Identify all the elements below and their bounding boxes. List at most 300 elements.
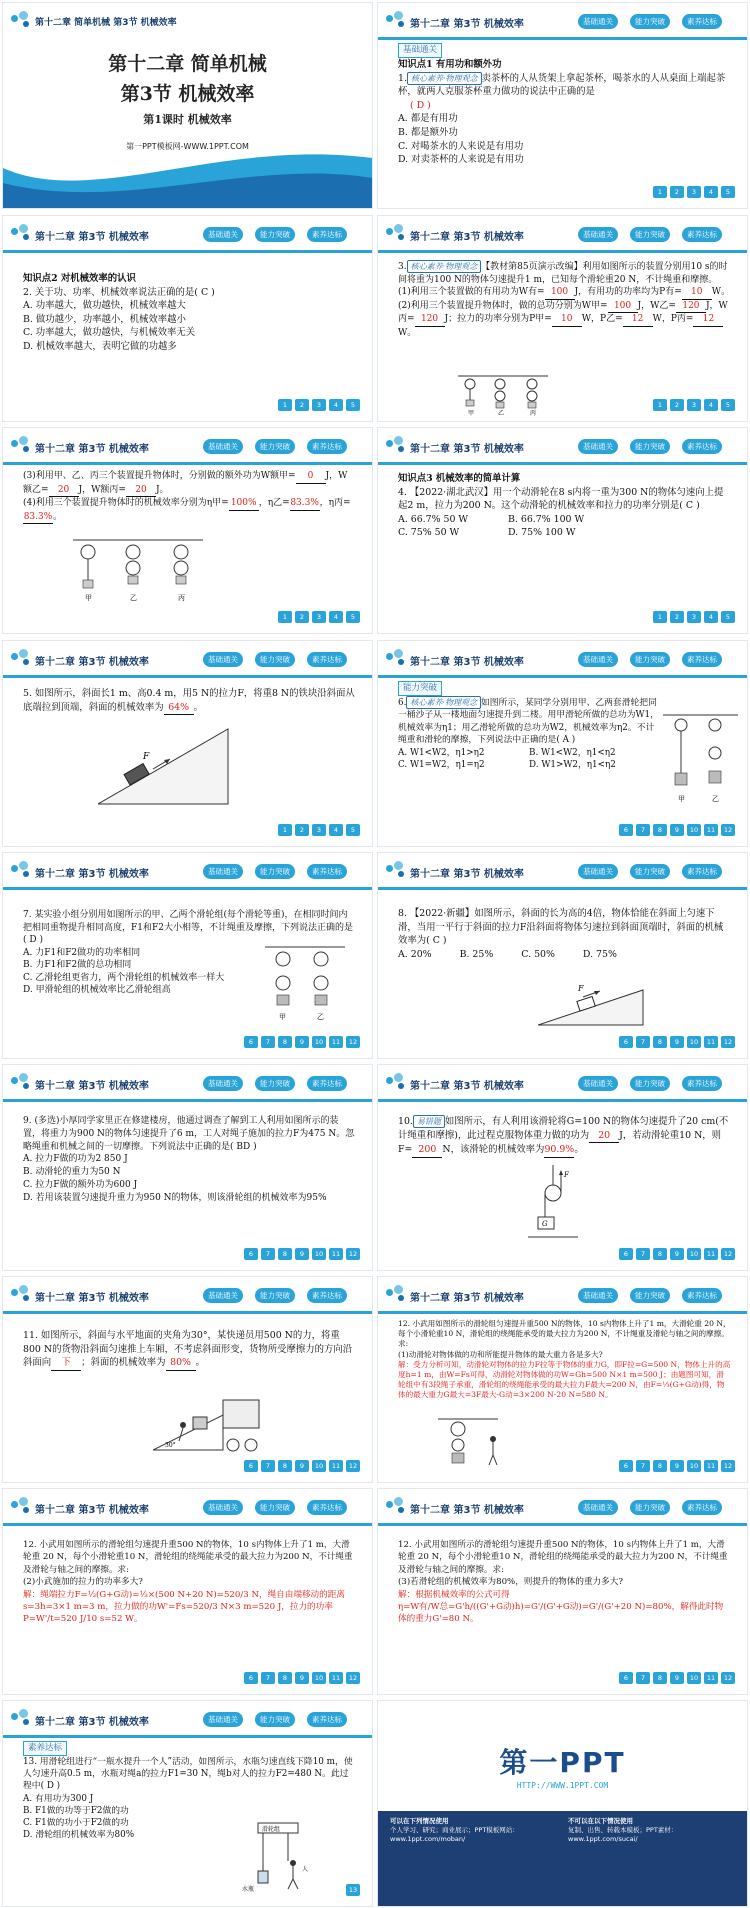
nav-basic-button[interactable]: 基础通关	[203, 439, 243, 454]
nav-literacy-button[interactable]: 素养达标	[682, 14, 722, 29]
nav-literacy-button[interactable]: 素养达标	[307, 652, 347, 667]
option-d: D. 机械效率越大，表明它做的功越多	[23, 340, 177, 352]
page-link[interactable]: 10	[687, 1672, 701, 1684]
page-link[interactable]: 6	[619, 1248, 633, 1260]
slide-4	[377, 215, 748, 422]
fig-label-b: 乙	[317, 1013, 324, 1021]
option-b: B. W1<W2，η1<η2	[529, 747, 616, 758]
nav-literacy-button[interactable]: 素养达标	[307, 439, 347, 454]
option-a: A. 功率越大，做功越快，机械效率越大	[23, 300, 186, 312]
pagination	[244, 1248, 360, 1260]
slide-8	[377, 640, 748, 847]
question-text: 12. 小武用如图所示的滑轮组匀速提升重500 N的物体，10 s内物体上升了1 m，大滑轮重 20 N，每个小滑轮重10 N，滑轮组的绕绳能承受的最大拉力为200 N，不计绳重及滑轮与轴之间的摩擦。求:	[398, 1319, 731, 1349]
option-a: A. 拉力F做的功为2 850 J	[23, 1154, 128, 1165]
answer-blank: 120	[676, 300, 706, 314]
pagination	[244, 1460, 360, 1472]
page-link[interactable]: 2	[295, 399, 309, 411]
header-title: 第十二章 第3节 机械效率	[410, 869, 524, 880]
pagination	[619, 1672, 735, 1684]
q-text: J，若动滑轮重10 N，则F=	[398, 1129, 722, 1156]
page-link[interactable]: 9	[670, 1460, 684, 1472]
pagination	[244, 1036, 360, 1048]
answer-blank: 20	[126, 484, 156, 498]
nav-ability-button[interactable]: 能力突破	[255, 227, 295, 242]
nav-ability-button[interactable]: 能力突破	[255, 1500, 295, 1515]
page-link[interactable]: 12	[346, 1672, 360, 1684]
logo-icon	[11, 224, 33, 242]
page-link[interactable]: 12	[346, 1248, 360, 1260]
page-link[interactable]: 6	[244, 1460, 258, 1472]
nav-basic-button[interactable]: 基础通关	[578, 1500, 618, 1515]
nav-ability-button[interactable]: 能力突破	[630, 14, 670, 29]
fig-label-c: 丙	[530, 410, 537, 416]
q-text: W，P乙=	[581, 314, 623, 325]
slide-16	[377, 1488, 748, 1695]
page-link[interactable]: 6	[244, 1036, 258, 1048]
answer-blank: 200	[412, 1143, 442, 1158]
q-text: (2)利用三个装置提升物体时，做的总功分别为W甲=	[398, 300, 608, 311]
option-d: D. 甲滑轮组的机械效率比乙滑轮组高	[23, 985, 171, 995]
option-a: A. W1<W2，η1>η2	[398, 747, 485, 758]
page-link[interactable]: 8	[278, 1460, 292, 1472]
lesson-title: 第1课时 机械效率	[143, 113, 232, 126]
q-text: 。	[574, 1144, 584, 1156]
option-c: C. 对喝茶水的人来说是有用功	[398, 140, 524, 152]
answer-blank: 0	[296, 470, 326, 484]
page-link[interactable]: 7	[636, 1672, 650, 1684]
q-text: J；拉力的功率分别为P甲=	[444, 314, 552, 325]
nav-ability-button[interactable]: 能力突破	[630, 439, 670, 454]
nav-basic-button[interactable]: 基础通关	[578, 652, 618, 667]
core-tag: 易错题	[413, 1115, 445, 1128]
page-link[interactable]: 9	[670, 1672, 684, 1684]
usage-info	[378, 1811, 747, 1907]
option-a: A. 有用功为300 J	[23, 1793, 94, 1804]
slide-7	[2, 640, 373, 847]
page-link[interactable]: 10	[312, 1460, 326, 1472]
option-b: B. F1做的功等于F2做的功	[23, 1805, 129, 1816]
slide-header	[378, 3, 747, 41]
answer-blank: 10	[552, 313, 582, 327]
fig-label-b: 乙	[498, 410, 505, 416]
page-link[interactable]: 2	[295, 824, 309, 836]
question-text: 4. 【2022·湖北武汉】用一个动滑轮在8 s内将一重为300 N的物体匀速向上提起2 m，拉力为200 N。这个动滑轮的机械效率和拉力的功率分别是( C )	[398, 486, 724, 512]
core-tag: 核心素养·物理观念	[407, 260, 482, 273]
nav-basic-button[interactable]: 基础通关	[203, 1288, 243, 1303]
q-number: 10.	[398, 1116, 413, 1127]
option-a: A. 66.7% 50 W	[398, 513, 469, 525]
answer-blank: 10	[682, 286, 712, 300]
slide-header	[3, 216, 372, 254]
page-link[interactable]: 5	[721, 186, 735, 198]
nav-literacy-button[interactable]: 素养达标	[682, 227, 722, 242]
nav-literacy-button[interactable]: 素养达标	[307, 1712, 347, 1727]
page-link[interactable]: 8	[653, 1460, 667, 1472]
slide-cover	[2, 2, 373, 209]
slide-header	[3, 1065, 372, 1103]
fig-person-label: 人	[302, 1866, 309, 1873]
page-link[interactable]: 12	[721, 824, 735, 836]
slide-header	[378, 1489, 747, 1527]
nav-ability-button[interactable]: 能力突破	[255, 1288, 295, 1303]
slide-header	[378, 1065, 747, 1103]
core-tag: 核心素养·物理观念	[406, 696, 481, 709]
usage-forbidden-title: 不可以在以下情况使用	[568, 1817, 633, 1825]
page-link[interactable]: 1	[653, 399, 667, 411]
page-link[interactable]: 10	[687, 1036, 701, 1048]
page-link[interactable]: 3	[312, 824, 326, 836]
nav-basic-button[interactable]: 基础通关	[578, 227, 618, 242]
page-link[interactable]: 7	[261, 1036, 275, 1048]
slide-header	[378, 853, 747, 891]
pagination	[619, 1248, 735, 1260]
answer-blank: 100	[608, 300, 638, 314]
nav-ability-button[interactable]: 能力突破	[255, 864, 295, 879]
slide-14	[377, 1276, 748, 1483]
header-title: 第十二章 第3节 机械效率	[410, 232, 524, 243]
pagination	[619, 824, 735, 836]
solution: 解：绳端拉力F=⅓(G+G动)=⅓×(500 N+20 N)=520/3 N，绳自由端移动的距离s=3h=3×1 m=3 m，拉力做的功W'=Fs=520/3 N×3 m=520 J，拉力的功率P=W'/t=520 J/10 s=52 W。	[23, 1589, 345, 1625]
page-link[interactable]: 11	[704, 1248, 718, 1260]
q-text: J，W乙=	[637, 300, 676, 311]
page-link[interactable]: 11	[704, 1036, 718, 1048]
page-link[interactable]: 10	[687, 824, 701, 836]
force-label: F	[578, 984, 584, 993]
page-link[interactable]: 12	[346, 1036, 360, 1048]
header-title: 第十二章 第3节 机械效率	[35, 1081, 149, 1092]
section-tag: 基础通关	[398, 43, 442, 58]
slide-header	[378, 1277, 747, 1315]
slide-13	[2, 1276, 373, 1483]
page-link[interactable]: 2	[670, 611, 684, 623]
nav-basic-button[interactable]: 基础通关	[578, 864, 618, 879]
q-text: 。	[195, 1357, 205, 1369]
q-text: ；斜面的机械效率为	[81, 1357, 166, 1369]
page-link[interactable]: 5	[721, 611, 735, 623]
logo-icon	[11, 1709, 33, 1727]
page-link[interactable]: 3	[687, 399, 701, 411]
question-text: 8. 【2022·新疆】如图所示，斜面的长为高的4倍，物体恰能在斜面上匀速下滑，当用一平行于斜面的拉力F沿斜面将物体匀速拉到斜面顶端时，斜面的机械效率为( C )	[398, 908, 724, 947]
pagination	[653, 186, 735, 198]
page-link[interactable]: 7	[636, 1036, 650, 1048]
header-title: 第十二章 第3节 机械效率	[410, 444, 524, 455]
answer-blank: 90.9%	[544, 1143, 574, 1158]
page-link[interactable]: 4	[329, 611, 343, 623]
nav-ability-button[interactable]: 能力突破	[630, 1288, 670, 1303]
slide-3	[2, 215, 373, 422]
q-number: 1.	[398, 72, 407, 84]
page-link[interactable]: 6	[619, 1460, 633, 1472]
page-link[interactable]: 3	[687, 186, 701, 198]
pagination	[278, 399, 360, 411]
page-link[interactable]: 8	[653, 1672, 667, 1684]
fig-bottle-label: 水瓶	[242, 1886, 255, 1893]
slide-header	[378, 216, 747, 254]
page-link[interactable]: 10	[312, 1248, 326, 1260]
q-text: N，该滑轮的机械效率为	[442, 1144, 545, 1156]
q-text: J。	[155, 484, 169, 495]
nav-literacy-button[interactable]: 素养达标	[682, 652, 722, 667]
answer-blank: 64%	[164, 701, 194, 716]
question-text: 11. 如图所示，斜面与水平地面的夹角为30°，某快递员用500 N的力，将重800 N的货物沿斜面匀速推上车厢，不考虑斜面形变，货物所受摩擦力的方向沿斜面向	[23, 1330, 353, 1369]
pulley-diagram	[458, 374, 548, 416]
page-link[interactable]: 12	[721, 1460, 735, 1472]
slide-6	[377, 427, 748, 634]
option-b: B. 66.7% 100 W	[508, 513, 585, 525]
page-link[interactable]: 10	[312, 1672, 326, 1684]
option-c: C. 功率越大，做功越快，与机械效率无关	[23, 327, 196, 339]
pagination	[619, 1460, 735, 1472]
nav-basic-button[interactable]: 基础通关	[203, 1076, 243, 1091]
fig-label-b: 乙	[130, 594, 137, 602]
question-text: 12. 小武用如图所示的滑轮组匀速提升重500 N的物体，10 s内物体上升了1 m，大滑轮重 20 N，每个小滑轮重10 N，滑轮组的绕绳能承受的最大拉力为200 N，不计绳重及滑轮与轴之间的摩擦。求:	[23, 1540, 353, 1575]
slide-header	[378, 428, 747, 466]
q-text: 。	[53, 511, 63, 522]
page-link[interactable]: 13	[346, 1884, 360, 1896]
nav-ability-button[interactable]: 能力突破	[630, 1076, 670, 1091]
page-link[interactable]: 10	[687, 1460, 701, 1472]
page-link[interactable]: 9	[295, 1672, 309, 1684]
answer-blank: 100%	[229, 497, 259, 511]
page-link[interactable]: 1	[278, 611, 292, 623]
page-link[interactable]: 1	[278, 399, 292, 411]
q-text: (1)利用三个装置做的有用功为W有=	[398, 287, 545, 298]
page-link[interactable]: 4	[704, 611, 718, 623]
nav-basic-button[interactable]: 基础通关	[203, 1712, 243, 1727]
page-link[interactable]: 5	[346, 611, 360, 623]
answer-blank: 120	[415, 313, 445, 327]
logo-icon	[386, 1497, 408, 1515]
nav-literacy-button[interactable]: 素养达标	[307, 1500, 347, 1515]
page-link[interactable]: 9	[670, 1036, 684, 1048]
slide-header	[3, 1489, 372, 1527]
fig-label-a: 甲	[279, 1013, 286, 1021]
page-link[interactable]: 1	[653, 611, 667, 623]
force-label: F	[564, 1171, 569, 1179]
page-link[interactable]: 6	[619, 1036, 633, 1048]
page-link[interactable]: 12	[721, 1248, 735, 1260]
nav-basic-button[interactable]: 基础通关	[578, 439, 618, 454]
header-title: 第十二章 第3节 机械效率	[35, 444, 149, 455]
answer-blank: 83.3%	[23, 511, 53, 525]
page-link[interactable]: 11	[704, 824, 718, 836]
nav-ability-button[interactable]: 能力突破	[630, 1500, 670, 1515]
page-link[interactable]: 3	[312, 611, 326, 623]
nav-literacy-button[interactable]: 素养达标	[307, 1288, 347, 1303]
page-link[interactable]: 10	[687, 1248, 701, 1260]
incline-diagram	[538, 975, 648, 1030]
slide-9	[2, 852, 373, 1059]
page-link[interactable]: 11	[329, 1460, 343, 1472]
option-b: B. 都是额外功	[398, 126, 458, 138]
nav-literacy-button[interactable]: 素养达标	[682, 1288, 722, 1303]
nav-ability-button[interactable]: 能力突破	[630, 864, 670, 879]
page-link[interactable]: 7	[261, 1248, 275, 1260]
nav-literacy-button[interactable]: 素养达标	[307, 1076, 347, 1091]
page-link[interactable]: 6	[244, 1672, 258, 1684]
page-link[interactable]: 8	[653, 824, 667, 836]
page-link[interactable]: 5	[346, 399, 360, 411]
page-link[interactable]: 12	[346, 1460, 360, 1472]
q-text: W，P丙=	[652, 314, 694, 325]
header-title: 第十二章 第3节 机械效率	[35, 1717, 149, 1728]
q-number: 3.	[398, 262, 407, 272]
q-text: ，η丙=	[319, 498, 351, 509]
logo-icon	[11, 11, 33, 29]
slide-header	[378, 641, 747, 679]
page-link[interactable]: 2	[670, 399, 684, 411]
cover-top-label: 第十二章 简单机械 第3节 机械效率	[35, 18, 177, 28]
page-link[interactable]: 4	[704, 186, 718, 198]
usage-forbidden-text: 复制、出售、转载本模板；PPT素材：www.1ppt.com/sucai/	[568, 1826, 678, 1843]
fig-label-c: 丙	[178, 594, 185, 602]
option-c: C. 50%	[521, 948, 555, 960]
answer-blank: 12	[623, 313, 653, 327]
pagination	[653, 611, 735, 623]
slide-5	[2, 427, 373, 634]
option-d: D. 对卖茶杯的人来说是有用功	[398, 154, 524, 166]
page-link[interactable]: 9	[295, 1248, 309, 1260]
page-link[interactable]: 7	[261, 1460, 275, 1472]
nav-literacy-button[interactable]: 素养达标	[682, 1076, 722, 1091]
option-c: C. 乙滑轮组更省力，两个滑轮组的机械效率一样大	[23, 972, 225, 983]
header-title: 第十二章 第3节 机械效率	[35, 1505, 149, 1516]
nav-basic-button[interactable]: 基础通关	[203, 227, 243, 242]
page-link[interactable]: 7	[261, 1672, 275, 1684]
question-text: 如图所示，某同学分别用甲、乙两套滑轮把同一桶沙子从一楼地面匀速提升到二楼。用甲滑轮所做的总功为W1，机械效率为η1；用乙滑轮所做的总功为W2，机械效率为η2。不计绳重和滑轮的摩擦，下列说法中正确的是( A )	[398, 698, 659, 746]
nav-literacy-button[interactable]: 素养达标	[307, 864, 347, 879]
logo-icon	[386, 224, 408, 242]
nav-literacy-button[interactable]: 素养达标	[682, 864, 722, 879]
question-text: 5. 如图所示，斜面长1 m、高0.4 m，用5 N的拉力F，将重8 N的铁块沿斜面从底端拉到顶端，斜面的机械效率为	[23, 688, 355, 713]
question-text: 9. (多选)小厚同学家里正在修建楼房，他通过调查了解到工人利用如图所示的装置，将重力为900 N的物体匀速提升了6 m，工人对绳子施加的拉力F为475 N。忽略绳重和机械之间的一切摩擦。下列说法中正确的是( BD )	[23, 1116, 355, 1152]
page-link[interactable]: 11	[704, 1460, 718, 1472]
nav-literacy-button[interactable]: 素养达标	[307, 227, 347, 242]
logo-icon	[386, 436, 408, 454]
page-link[interactable]: 12	[721, 1672, 735, 1684]
page-link[interactable]: 6	[619, 824, 633, 836]
nav-ability-button[interactable]: 能力突破	[255, 1712, 295, 1727]
logo-icon	[11, 1073, 33, 1091]
pagination	[346, 1884, 360, 1896]
fig-label-a: 甲	[468, 410, 475, 416]
q-text: J，有用功的功率均为P有=	[574, 287, 682, 298]
page-link[interactable]: 9	[295, 1460, 309, 1472]
page-link[interactable]: 8	[653, 1036, 667, 1048]
pulley-diagram	[73, 538, 203, 603]
q-text: (4)利用三个装置提升物体时的机械效率分别为η甲=	[23, 498, 229, 509]
brand-url[interactable]: HTTP://WWW.1PPT.COM	[516, 1781, 609, 1790]
page-link[interactable]: 7	[636, 824, 650, 836]
weight-label: G	[542, 1220, 548, 1228]
nav-basic-button[interactable]: 基础通关	[578, 1076, 618, 1091]
nav-literacy-button[interactable]: 素养达标	[682, 1500, 722, 1515]
question-text: 2. 关于功、功率、机械效率说法正确的是( C )	[23, 286, 215, 298]
page-link[interactable]: 11	[329, 1672, 343, 1684]
slide-10	[377, 852, 748, 1059]
fig-label-b: 乙	[712, 795, 719, 803]
page-link[interactable]: 8	[278, 1036, 292, 1048]
page-link[interactable]: 3	[687, 611, 701, 623]
logo-icon	[386, 861, 408, 879]
page-link[interactable]: 2	[295, 611, 309, 623]
nav-ability-button[interactable]: 能力突破	[255, 1076, 295, 1091]
option-d: D. 滑轮组的机械效率为80%	[23, 1830, 135, 1841]
question-text: 7. 某实验小组分别用如图所示的甲、乙两个滑轮组(每个滑轮等重)，在相同时间内把相同重物提升相同高度，F1和F2大小相等，不计绳重及摩擦，下列说法正确的是( D )	[23, 910, 353, 945]
nav-ability-button[interactable]: 能力突破	[630, 227, 670, 242]
option-b: B. 力F1和F2做的总功相同	[23, 960, 132, 970]
header-title: 第十二章 第3节 机械效率	[410, 1505, 524, 1516]
knowledge-point: 知识点1 有用功和额外功	[398, 59, 502, 70]
page-link[interactable]: 11	[329, 1036, 343, 1048]
page-link[interactable]: 1	[653, 186, 667, 198]
pulley-diagram	[265, 945, 345, 1025]
nav-basic-button[interactable]: 基础通关	[578, 1288, 618, 1303]
answer-blank: 12	[693, 313, 723, 327]
page-link[interactable]: 9	[670, 824, 684, 836]
page-link[interactable]: 8	[278, 1248, 292, 1260]
section-title: 第3节 机械效率	[120, 83, 255, 105]
page-link[interactable]: 3	[312, 399, 326, 411]
slide-12	[377, 1064, 748, 1271]
page-link[interactable]: 2	[670, 186, 684, 198]
page-link[interactable]: 4	[329, 399, 343, 411]
nav-ability-button[interactable]: 能力突破	[255, 652, 295, 667]
question-text: 如图所示，有人利用该滑轮将G=100 N的物体匀速提升了20 cm(不计绳重和摩擦)，此过程克服物体重力做的功为	[398, 1116, 729, 1141]
page-link[interactable]: 9	[295, 1036, 309, 1048]
page-link[interactable]: 8	[653, 1248, 667, 1260]
page-link[interactable]: 9	[670, 1248, 684, 1260]
ramp-truck-diagram	[153, 1395, 263, 1457]
page-link[interactable]: 11	[704, 1672, 718, 1684]
page-link[interactable]: 11	[329, 1248, 343, 1260]
page-link[interactable]: 4	[329, 824, 343, 836]
nav-basic-button[interactable]: 基础通关	[203, 1500, 243, 1515]
option-c: C. F1做的功小于F2做的功	[23, 1818, 129, 1829]
page-link[interactable]: 7	[636, 1460, 650, 1472]
page-link[interactable]: 8	[278, 1672, 292, 1684]
nav-basic-button[interactable]: 基础通关	[203, 864, 243, 879]
nav-basic-button[interactable]: 基础通关	[578, 14, 618, 29]
page-link[interactable]: 5	[346, 824, 360, 836]
page-link[interactable]: 10	[312, 1036, 326, 1048]
page-link[interactable]: 5	[721, 399, 735, 411]
page-link[interactable]: 1	[278, 824, 292, 836]
page-link[interactable]: 7	[636, 1248, 650, 1260]
q-text: J，W额丙=	[78, 484, 126, 495]
nav-ability-button[interactable]: 能力突破	[255, 439, 295, 454]
nav-ability-button[interactable]: 能力突破	[630, 652, 670, 667]
option-d: D. 若用该装置匀速提升重力为950 N的物体，则该滑轮组的机械效率为95%	[23, 1192, 327, 1203]
logo-icon	[386, 1073, 408, 1091]
sub-question: (2)小武施加的拉力的功率多大?	[23, 1577, 143, 1588]
page-link[interactable]: 12	[721, 1036, 735, 1048]
q-text: ，η乙=	[258, 498, 290, 509]
knowledge-point: 知识点3 机械效率的简单计算	[398, 473, 521, 484]
option-b: B. 做功越少，功率越小，机械效率越小	[23, 313, 186, 325]
nav-basic-button[interactable]: 基础通关	[203, 652, 243, 667]
page-link[interactable]: 4	[704, 399, 718, 411]
usage-allowed-title: 可以在下列情况使用	[390, 1817, 449, 1825]
pulley-diagram	[438, 1417, 538, 1467]
question-text: 【教材第85页演示改编】利用如图所示的装置分别用10 s的时间将重为100 N的物体匀速提升1 m，已知每个滑轮重20 N，不计绳重和摩擦。	[398, 262, 728, 285]
page-link[interactable]: 6	[619, 1672, 633, 1684]
nav-literacy-button[interactable]: 素养达标	[682, 439, 722, 454]
pagination	[619, 1036, 735, 1048]
solution: η=W有/W总=G'h/((G'+G动)h)=G'/(G'+G动)=G'/(G'+20 N)=80%，解得此时物体的重力G'=80 N。	[398, 1602, 724, 1625]
incline-diagram	[98, 719, 238, 809]
page-link[interactable]: 6	[244, 1248, 258, 1260]
